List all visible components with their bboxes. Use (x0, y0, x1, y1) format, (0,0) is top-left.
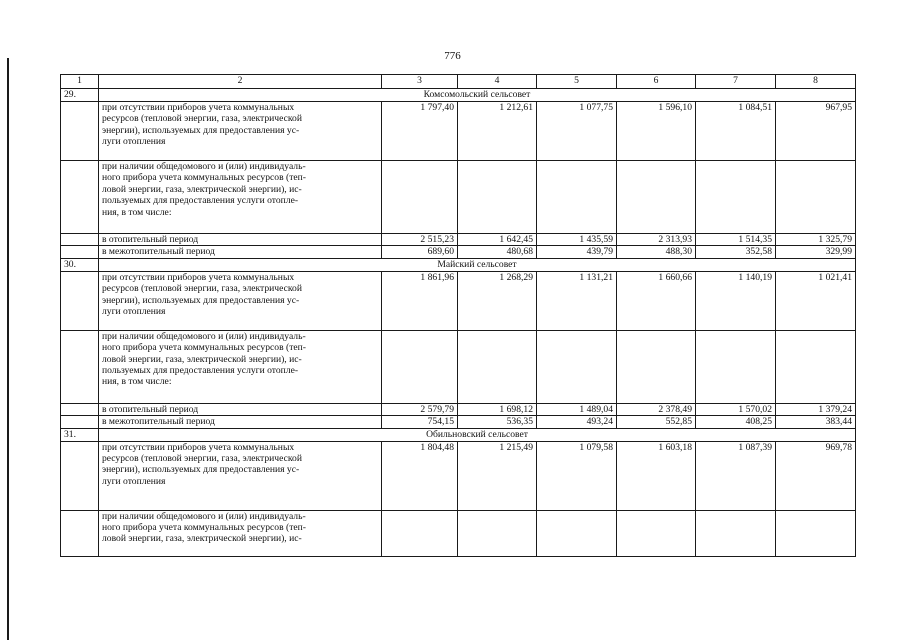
description-line: при отсутствии приборов учета коммунальных (102, 441, 295, 453)
row-description (99, 441, 382, 510)
value-cell-col6: 488,30 (617, 246, 696, 258)
value-cell-col8: 1 379,24 (776, 403, 856, 415)
column-header-7: 7 (696, 75, 776, 89)
description-line: ресурсов (тепловой энергии, газа, электрической (102, 283, 302, 295)
value-cell-col5 (537, 161, 617, 234)
value-cell-col8: 1 021,41 (776, 271, 856, 330)
value-cell-col3: 689,60 (382, 246, 458, 258)
row-index-cell (61, 102, 99, 161)
table-row (61, 441, 856, 510)
value-cell-col8: 383,44 (776, 416, 856, 428)
column-header-6: 6 (617, 75, 696, 89)
description-line: ния, в том числе: (102, 206, 172, 218)
value-cell-col7: 1 084,51 (696, 102, 776, 161)
row-description (99, 403, 382, 415)
column-header-4: 4 (458, 75, 537, 89)
value-cell-col6 (617, 161, 696, 234)
description-line: ловой энергии, газа, электрической энергии), ис- (102, 533, 302, 545)
section-number: 30. (61, 258, 99, 271)
table-row (61, 403, 856, 415)
value-cell-col6 (617, 330, 696, 403)
value-cell-col6: 1 603,18 (617, 441, 696, 510)
value-cell-col5: 1 131,21 (537, 271, 617, 330)
value-cell-col7: 1 570,02 (696, 403, 776, 415)
value-cell-col3 (382, 510, 458, 556)
value-cell-col5: 1 435,59 (537, 234, 617, 246)
value-cell-col4: 480,68 (458, 246, 537, 258)
description-line: при наличии общедомового и (или) индивидуаль- (102, 161, 306, 172)
value-cell-col7 (696, 161, 776, 234)
value-cell-col5: 1 489,04 (537, 403, 617, 415)
section-number: 29. (61, 89, 99, 102)
description-line: ния, в том числе: (102, 376, 172, 388)
value-cell-col8: 969,78 (776, 441, 856, 510)
column-header-3: 3 (382, 75, 458, 89)
value-cell-col3: 754,15 (382, 416, 458, 428)
description-line: при наличии общедомового и (или) индивидуаль- (102, 510, 306, 522)
value-cell-col6: 1 660,66 (617, 271, 696, 330)
value-cell-col7 (696, 510, 776, 556)
section-header-row (61, 258, 856, 271)
description-line: ловой энергии, газа, электрической энергии), ис- (102, 183, 302, 195)
row-index-cell (61, 234, 99, 246)
value-cell-col5 (537, 510, 617, 556)
value-cell-col4 (458, 161, 537, 234)
value-cell-col8 (776, 161, 856, 234)
value-cell-col8: 329,99 (776, 246, 856, 258)
value-cell-col4 (458, 330, 537, 403)
row-description (99, 102, 382, 161)
value-cell-col4: 1 642,45 (458, 234, 537, 246)
value-cell-col7: 352,58 (696, 246, 776, 258)
description-line: ловой энергии, газа, электрической энергии), ис- (102, 353, 302, 365)
row-index-cell (61, 271, 99, 330)
value-cell-col4: 1 268,29 (458, 271, 537, 330)
value-cell-col8: 967,95 (776, 102, 856, 161)
column-header-2: 2 (99, 75, 382, 89)
description-line: при наличии общедомового и (или) индивидуаль- (102, 330, 306, 342)
value-cell-col5 (537, 330, 617, 403)
value-cell-col4: 1 215,49 (458, 441, 537, 510)
table-row (61, 102, 856, 161)
value-cell-col6: 2 313,93 (617, 234, 696, 246)
description-line: в отопительный период (102, 234, 199, 245)
row-description (99, 161, 382, 234)
description-line: пользуемых для предоставления услуги отопле- (102, 195, 299, 207)
table-row (61, 330, 856, 403)
row-index-cell (61, 246, 99, 258)
table-row (61, 161, 856, 234)
row-description (99, 246, 382, 258)
column-header-row (61, 75, 856, 89)
value-cell-col7: 408,25 (696, 416, 776, 428)
value-cell-col4: 536,35 (458, 416, 537, 428)
value-cell-col6: 552,85 (617, 416, 696, 428)
value-cell-col5: 439,79 (537, 246, 617, 258)
row-index-cell (61, 441, 99, 510)
row-index-cell (61, 416, 99, 428)
description-line: пользуемых для предоставления услуги отопле- (102, 365, 299, 377)
value-cell-col6: 2 378,49 (617, 403, 696, 415)
section-name: Обильновский сельсовет (99, 428, 856, 441)
row-description (99, 416, 382, 428)
value-cell-col8: 1 325,79 (776, 234, 856, 246)
description-line: ресурсов (тепловой энергии, газа, электрической (102, 453, 302, 465)
row-description (99, 510, 382, 556)
value-cell-col3: 2 579,79 (382, 403, 458, 415)
description-line: энергии), используемых для предоставления ус- (102, 124, 300, 136)
description-line: луги отопления (102, 136, 166, 148)
section-name: Комсомольский сельсовет (99, 89, 856, 102)
value-cell-col7: 1 140,19 (696, 271, 776, 330)
value-cell-col7: 1 087,39 (696, 441, 776, 510)
description-line: в межотопительный период (102, 416, 215, 428)
description-line: луги отопления (102, 306, 166, 318)
description-line: энергии), используемых для предоставления ус- (102, 294, 300, 306)
value-cell-col3 (382, 161, 458, 234)
value-cell-col6 (617, 510, 696, 556)
table-row (61, 234, 856, 246)
description-line: при отсутствии приборов учета коммунальных (102, 102, 295, 113)
description-line: в межотопительный период (102, 246, 215, 258)
column-header-1: 1 (61, 75, 99, 89)
column-header-5: 5 (537, 75, 617, 89)
description-line: энергии), используемых для предоставления ус- (102, 464, 300, 476)
description-line: ного прибора учета коммунальных ресурсов (теп- (102, 342, 306, 354)
row-index-cell (61, 161, 99, 234)
value-cell-col7: 1 514,35 (696, 234, 776, 246)
value-cell-col8 (776, 330, 856, 403)
row-description (99, 330, 382, 403)
row-index-cell (61, 403, 99, 415)
row-description (99, 271, 382, 330)
value-cell-col7 (696, 330, 776, 403)
value-cell-col3: 2 515,23 (382, 234, 458, 246)
value-cell-col4: 1 212,61 (458, 102, 537, 161)
column-header-8: 8 (776, 75, 856, 89)
value-cell-col5: 1 077,75 (537, 102, 617, 161)
row-description (99, 234, 382, 246)
scan-edge-line (7, 58, 9, 640)
table-row (61, 510, 856, 556)
value-cell-col5: 493,24 (537, 416, 617, 428)
section-number: 31. (61, 428, 99, 441)
section-header-row (61, 428, 856, 441)
value-cell-col4: 1 698,12 (458, 403, 537, 415)
description-line: ресурсов (тепловой энергии, газа, электрической (102, 113, 302, 125)
value-cell-col3: 1 804,48 (382, 441, 458, 510)
table-row (61, 416, 856, 428)
page-number: 776 (444, 50, 461, 62)
value-cell-col3: 1 797,40 (382, 102, 458, 161)
row-index-cell (61, 510, 99, 556)
value-cell-col6: 1 596,10 (617, 102, 696, 161)
value-cell-col8 (776, 510, 856, 556)
table-row (61, 246, 856, 258)
description-line: луги отопления (102, 475, 166, 487)
value-cell-col3: 1 861,96 (382, 271, 458, 330)
section-name: Майский сельсовет (99, 258, 856, 271)
description-line: в отопительный период (102, 403, 199, 415)
value-cell-col3 (382, 330, 458, 403)
tariff-table (60, 74, 856, 557)
description-line: ного прибора учета коммунальных ресурсов (теп- (102, 172, 306, 184)
value-cell-col5: 1 079,58 (537, 441, 617, 510)
description-line: при отсутствии приборов учета коммунальных (102, 271, 295, 283)
section-header-row (61, 89, 856, 102)
value-cell-col4 (458, 510, 537, 556)
row-index-cell (61, 330, 99, 403)
table-row (61, 271, 856, 330)
description-line: ного прибора учета коммунальных ресурсов (теп- (102, 522, 306, 534)
